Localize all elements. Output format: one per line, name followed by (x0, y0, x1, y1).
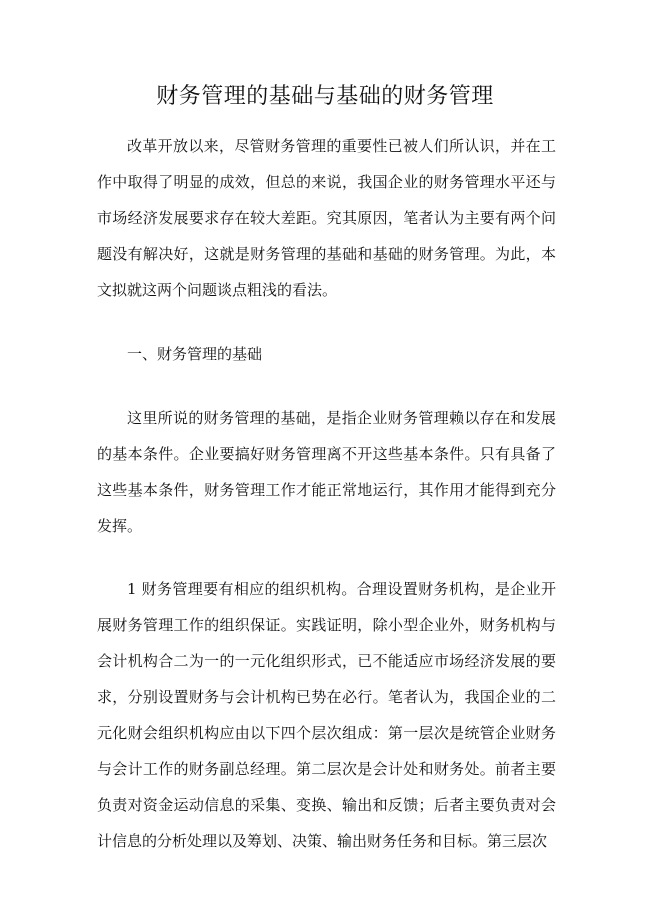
section-heading-financial-management-basics: 一、财务管理的基础 (127, 345, 263, 363)
basics-paragraph: 这里所说的财务管理的基础，是指企业财务管理赖以存在和发展的基本条件。企业要搞好财务管理离不开这些基本条件。只有具备了这些基本条件，财务管理工作才能正常地运行，其作用才能得到充分发挥。 (97, 409, 556, 535)
document-title: 财务管理的基础与基础的财务管理 (156, 84, 494, 109)
intro-paragraph: 改革开放以来，尽管财务管理的重要性已被人们所认识，并在工作中取得了明显的成效，但总的来说，我国企业的财务管理水平还与市场经济发展要求存在较大差距。究其原因，笔者认为主要有两个问题没有解决好，这就是财务管理的基础和基础的财务管理。为此，本文拟就这两个问题谈点粗浅的看法。 (97, 137, 556, 299)
point-1-paragraph: 1 财务管理要有相应的组织机构。合理设置财务机构，是企业开展财务管理工作的组织保证。实践证明，除小型企业外，财务机构与会计机构合二为一的一元化组织形式，已不能适应市场经济发展的要求，分别设置财务与会计机构已势在必行。笔者认为，我国企业的二元化财会组织机构应由以下四个层次组成：第一层次是统管企业财务与会计工作的财务副总经理。第二层次是会计处和财务处。前者主要负责对资金运动信息的采集、变换、输出和反馈；后者主要负责对会计信息的分析处理以及筹划、决策、输出财务任务和目标。第三层次 (97, 580, 556, 850)
